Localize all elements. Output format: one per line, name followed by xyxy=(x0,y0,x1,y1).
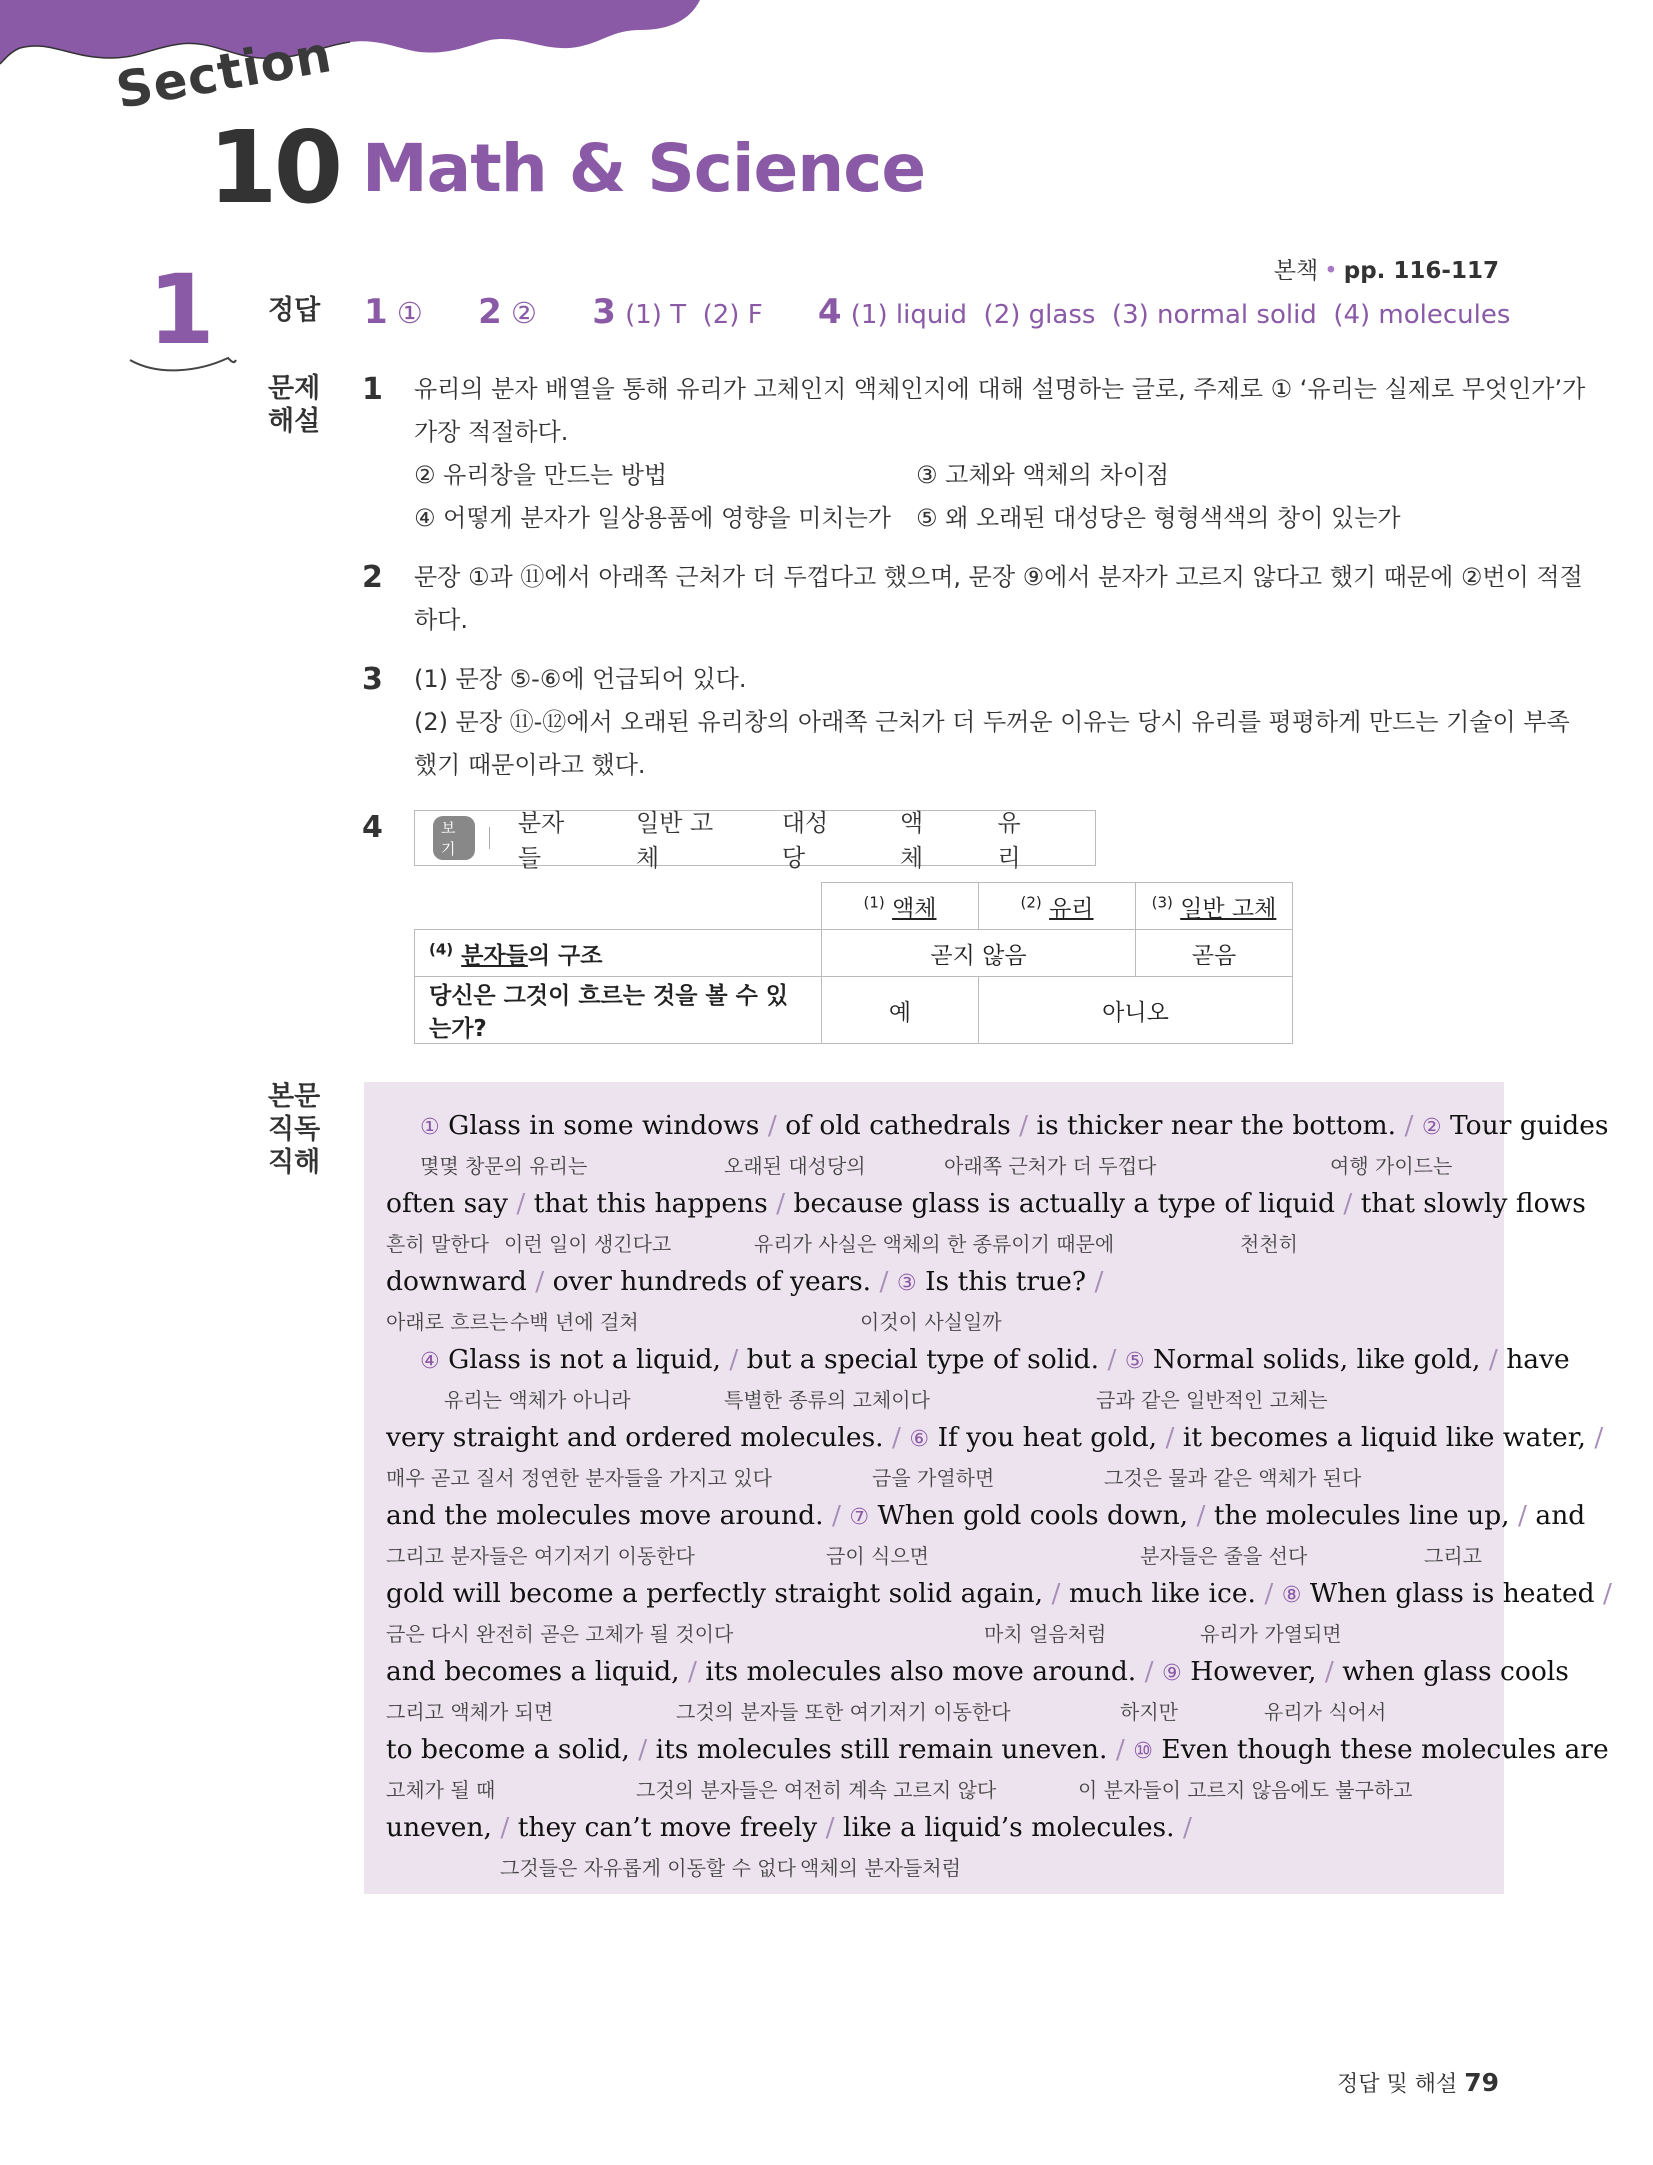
korean-gloss: 여행 가이드는 xyxy=(1330,1154,1453,1178)
reading-label-line2: 직독 xyxy=(268,1114,321,1145)
slash-divider: / xyxy=(879,1266,889,1297)
header-cloud-decoration xyxy=(0,0,720,130)
korean-gloss: 수백 년에 걸쳐 xyxy=(510,1310,639,1334)
sentence-number: ⑥ xyxy=(909,1427,930,1452)
q3-text xyxy=(414,658,1570,787)
korean-gloss: 그것의 분자들은 여전히 계속 고르지 않다 xyxy=(636,1778,997,1802)
english-chunk: that slowly flows xyxy=(1352,1188,1586,1219)
answer-2-num: 2 xyxy=(478,292,502,332)
sentence-number: ⑨ xyxy=(1162,1661,1182,1686)
english-chunk: its molecules also move around. xyxy=(696,1656,1145,1687)
sentence-number: ⑤ xyxy=(1124,1349,1145,1374)
reading-line xyxy=(386,1422,1604,1453)
reading-label-line1: 본문 xyxy=(268,1081,321,1112)
english-chunk: uneven, xyxy=(386,1812,501,1843)
english-chunk: If you heat gold, xyxy=(929,1422,1166,1453)
english-chunk xyxy=(1116,1344,1124,1375)
slash-divider: / xyxy=(535,1266,545,1297)
answer-1-num: 1 xyxy=(364,292,388,332)
korean-gloss: 흔히 말한다 xyxy=(386,1232,489,1256)
korean-gloss: 이것이 사실일까 xyxy=(860,1310,1002,1334)
table-corner xyxy=(415,883,822,930)
table-cell: 아니오 xyxy=(979,977,1293,1044)
english-chunk xyxy=(888,1266,896,1297)
korean-gloss: 그리고 분자들은 여기저기 이동한다 xyxy=(386,1544,695,1568)
slash-divider: / xyxy=(1488,1344,1498,1375)
answer-4-num: 4 xyxy=(817,292,842,332)
q3-line1: (1) 문장 ⑤-⑥에 언급되어 있다. xyxy=(414,665,747,693)
slash-divider: / xyxy=(688,1656,697,1687)
korean-gloss: 오래된 대성당의 xyxy=(724,1154,866,1178)
reading-label xyxy=(268,1080,320,1179)
korean-gloss: 그리고 액체가 되면 xyxy=(386,1700,554,1724)
q1-line1: 유리의 분자 배열을 통해 유리가 고체인지 액체인지에 대해 설명하는 글로, 주제로 ① ‘유리는 실제로 무엇인가’가 xyxy=(414,375,1586,403)
korean-gloss: 이런 일이 생긴다고 xyxy=(504,1232,672,1256)
sentence-number: ⑧ xyxy=(1281,1583,1302,1608)
korean-gloss: 금과 같은 일반적인 고체는 xyxy=(1096,1388,1328,1412)
slash-divider: / xyxy=(1518,1500,1527,1531)
explanation-label-line1: 문제 xyxy=(268,373,321,404)
slash-divider: / xyxy=(1019,1110,1029,1141)
q1-option-2: ② 유리창을 만드는 방법 xyxy=(414,461,668,489)
word-box xyxy=(414,809,1096,872)
slash-divider: / xyxy=(1182,1812,1192,1843)
slash-divider: / xyxy=(767,1110,777,1141)
english-chunk: to become a solid, xyxy=(386,1734,639,1765)
slash-divider: / xyxy=(638,1734,648,1765)
q3-line3: 했기 때문이라고 했다. xyxy=(414,751,646,779)
english-chunk: and becomes a liquid, xyxy=(386,1656,689,1687)
slash-divider: / xyxy=(1343,1188,1353,1219)
english-chunk: When gold cools down, xyxy=(869,1500,1197,1531)
korean-gloss: 유리는 액체가 아니라 xyxy=(444,1388,631,1412)
answer-1-text: ① xyxy=(396,296,423,330)
slash-divider: / xyxy=(1094,1266,1104,1297)
q1-number: 1 xyxy=(362,372,383,407)
reading-label-line3: 직해 xyxy=(268,1147,321,1178)
reading-line xyxy=(386,1656,1569,1687)
reading-line xyxy=(386,1734,1609,1765)
korean-gloss: 분자들은 줄을 선다 xyxy=(1140,1544,1308,1568)
answer-3-num: 3 xyxy=(592,292,616,332)
korean-gloss: 이 분자들이 고르지 않음에도 불구하고 xyxy=(1078,1778,1413,1802)
answer-table xyxy=(414,882,1293,1044)
question-number: 1 xyxy=(148,254,215,366)
table-row xyxy=(415,883,1293,930)
q3-line2: (2) 문장 ⑪-⑫에서 오래된 유리창의 아래쪽 근처가 더 두꺼운 이유는 당시 유리를 평평하게 만드는 기술이 부족 xyxy=(414,708,1570,736)
table-row xyxy=(415,930,1293,977)
reading-line xyxy=(386,1500,1586,1531)
english-chunk: because glass is actually a type of liquid xyxy=(785,1188,1344,1219)
q2-number: 2 xyxy=(362,560,383,595)
korean-gloss: 몇몇 창문의 유리는 xyxy=(420,1154,588,1178)
korean-gloss: 특별한 종류의 고체이다 xyxy=(724,1388,930,1412)
english-chunk: and the molecules move around. xyxy=(386,1500,832,1531)
section-title: Math & Science xyxy=(362,130,926,207)
english-chunk: Glass is not a liquid, xyxy=(439,1344,730,1375)
english-chunk xyxy=(1154,1656,1162,1687)
slash-divider: / xyxy=(1107,1344,1117,1375)
sentence-number: ② xyxy=(1421,1115,1442,1140)
section-number: 10 xyxy=(208,109,340,226)
sentence-number: ⑩ xyxy=(1133,1739,1153,1764)
explanation-label xyxy=(268,372,320,438)
reading-line-text xyxy=(386,1500,1585,1531)
reading-line-text xyxy=(386,1422,1603,1453)
english-chunk xyxy=(1125,1734,1133,1765)
reading-line-text xyxy=(420,1344,1570,1375)
word-box-word: 유리 xyxy=(997,809,1021,872)
q2-text xyxy=(414,556,1583,642)
english-chunk: gold will become a perfectly straight solid again, xyxy=(386,1578,1052,1609)
reading-line-text xyxy=(386,1578,1612,1609)
english-chunk: but a special type of solid. xyxy=(738,1344,1108,1375)
answer-3-text: (1) T (2) F xyxy=(625,300,763,330)
korean-gloss: 고체가 될 때 xyxy=(386,1778,496,1802)
q1-option-3: ③ 고체와 액체의 차이점 xyxy=(916,461,1170,489)
korean-gloss: 매우 곧고 질서 정연한 분자들을 가지고 있다 xyxy=(386,1466,772,1490)
korean-gloss: 그것은 물과 같은 액체가 된다 xyxy=(1104,1466,1362,1490)
korean-gloss: 액체의 분자들처럼 xyxy=(800,1856,961,1880)
english-chunk: over hundreds of years. xyxy=(544,1266,880,1297)
page-number: 79 xyxy=(1464,2068,1499,2097)
slash-divider: / xyxy=(776,1188,786,1219)
english-chunk: much like ice. xyxy=(1060,1578,1265,1609)
english-chunk: of old cathedrals xyxy=(776,1110,1020,1141)
slash-divider: / xyxy=(1115,1734,1125,1765)
korean-gloss: 천천히 xyxy=(1240,1232,1298,1256)
page-ref-label: 본책 xyxy=(1273,258,1319,284)
slash-divider: / xyxy=(500,1812,510,1843)
english-chunk: that this happens xyxy=(525,1188,777,1219)
reading-line xyxy=(386,1188,1586,1219)
table-row-label-structure: $^{(4)}$ 분자들의 구조 xyxy=(415,930,822,977)
footer-label: 정답 및 해설 xyxy=(1336,2072,1458,2097)
slash-divider: / xyxy=(1196,1500,1206,1531)
word-box-word: 분자들 xyxy=(517,809,565,872)
slash-divider: / xyxy=(1603,1578,1612,1609)
reading-line xyxy=(386,1812,1192,1843)
q1-line2: 가장 적절하다. xyxy=(414,418,569,446)
reading-line-text xyxy=(386,1734,1609,1765)
table-cell: 곧지 않음 xyxy=(822,930,1136,977)
english-chunk: Normal solids, like gold, xyxy=(1144,1344,1489,1375)
korean-gloss: 하지만 xyxy=(1120,1700,1178,1724)
korean-gloss: 유리가 식어서 xyxy=(1264,1700,1387,1724)
korean-gloss: 아래쪽 근처가 더 두껍다 xyxy=(944,1154,1157,1178)
slash-divider: / xyxy=(1324,1656,1334,1687)
section-word: Section xyxy=(111,25,337,121)
reading-line-text xyxy=(386,1188,1586,1219)
slash-divider: / xyxy=(1165,1422,1175,1453)
word-box-word: 대성당 xyxy=(781,809,829,872)
english-chunk: However, xyxy=(1181,1656,1325,1687)
korean-gloss: 유리가 사실은 액체의 한 종류이기 때문에 xyxy=(754,1232,1115,1256)
korean-gloss: 금은 다시 완전히 곧은 고체가 될 것이다 xyxy=(386,1622,734,1646)
english-chunk: Tour guides xyxy=(1441,1110,1609,1141)
slash-divider: / xyxy=(1404,1110,1414,1141)
q1-option-4: ④ 어떻게 분자가 일상용품에 영향을 미치는가 xyxy=(414,504,891,532)
english-chunk: when glass cools xyxy=(1333,1656,1569,1687)
reading-line-text xyxy=(420,1110,1609,1141)
english-chunk: the molecules line up, xyxy=(1205,1500,1519,1531)
table-cell: 곧음 xyxy=(1136,930,1293,977)
english-chunk: have xyxy=(1497,1344,1570,1375)
korean-gloss: 아래로 흐르는 xyxy=(386,1310,509,1334)
english-chunk xyxy=(1273,1578,1281,1609)
table-header-2: $^{(2)}$ 유리 xyxy=(979,883,1136,930)
reading-line xyxy=(420,1110,1609,1141)
answer-2-text: ② xyxy=(511,296,537,330)
slash-divider: / xyxy=(825,1812,835,1843)
english-chunk: like a liquid’s molecules. xyxy=(834,1812,1183,1843)
slash-divider: / xyxy=(1144,1656,1154,1687)
english-chunk: When glass is heated xyxy=(1301,1578,1604,1609)
english-chunk: Even though these molecules are xyxy=(1152,1734,1609,1765)
reading-line-text xyxy=(386,1812,1192,1843)
table-cell: 예 xyxy=(822,977,979,1044)
bullet-icon: • xyxy=(1324,258,1338,284)
english-chunk: and xyxy=(1526,1500,1586,1531)
english-chunk: Glass in some windows xyxy=(439,1110,768,1141)
english-chunk: downward xyxy=(386,1266,536,1297)
slash-divider: / xyxy=(1264,1578,1274,1609)
sentence-number: ③ xyxy=(896,1271,917,1296)
reading-line-text xyxy=(386,1656,1569,1687)
reading-line xyxy=(386,1266,1103,1297)
reading-line xyxy=(420,1344,1570,1375)
table-header-3: $^{(3)}$ 일반 고체 xyxy=(1136,883,1293,930)
slash-divider: / xyxy=(892,1422,901,1453)
english-chunk xyxy=(1413,1110,1421,1141)
word-box-tag: 보기 xyxy=(433,816,475,860)
swoosh-decoration xyxy=(128,350,238,374)
english-chunk: its molecules still remain uneven. xyxy=(647,1734,1116,1765)
korean-gloss: 금을 가열하면 xyxy=(872,1466,995,1490)
sentence-number: ⑦ xyxy=(849,1505,870,1530)
table-row xyxy=(415,977,1293,1044)
slash-divider: / xyxy=(1594,1422,1604,1453)
q4-number: 4 xyxy=(362,810,383,845)
q1-option-5: ⑤ 왜 오래된 대성당은 형형색색의 창이 있는가 xyxy=(916,504,1401,532)
q1-text xyxy=(414,368,1585,540)
korean-gloss: 그것들은 자유롭게 이동할 수 없다 xyxy=(500,1856,796,1880)
english-chunk: Is this true? xyxy=(916,1266,1095,1297)
korean-gloss: 마치 얼음처럼 xyxy=(984,1622,1107,1646)
slash-divider: / xyxy=(1051,1578,1061,1609)
slash-divider: / xyxy=(729,1344,739,1375)
footer xyxy=(1337,2067,1499,2098)
q2-line2: 하다. xyxy=(414,606,468,634)
answer-4-text: (1) liquid (2) glass (3) normal solid (4) molecules xyxy=(850,300,1511,330)
explanation-label-line2: 해설 xyxy=(268,406,321,437)
slash-divider: / xyxy=(831,1500,841,1531)
english-chunk: often say xyxy=(386,1188,517,1219)
korean-gloss: 금이 식으면 xyxy=(826,1544,929,1568)
korean-gloss: 그리고 xyxy=(1424,1544,1482,1568)
table-header-1: $^{(1)}$ 액체 xyxy=(822,883,979,930)
page-ref-pages: pp. 116-117 xyxy=(1343,258,1499,284)
table-row-label-flow: 당신은 그것이 흐르는 것을 볼 수 있는가? xyxy=(415,977,822,1044)
page-reference xyxy=(1274,252,1499,285)
reading-line xyxy=(386,1578,1612,1609)
korean-gloss: 유리가 가열되면 xyxy=(1200,1622,1342,1646)
sentence-number: ① xyxy=(420,1115,440,1140)
english-chunk: is thicker near the bottom. xyxy=(1028,1110,1405,1141)
slash-divider: / xyxy=(516,1188,526,1219)
reading-panel xyxy=(364,1082,1612,1894)
english-chunk: they can’t move freely xyxy=(509,1812,826,1843)
answers-label: 정답 xyxy=(268,295,321,326)
word-box-word: 액체 xyxy=(900,809,924,872)
divider xyxy=(489,827,490,849)
korean-gloss: 그것의 분자들 또한 여기저기 이동한다 xyxy=(676,1700,1011,1724)
reading-line-text xyxy=(386,1266,1103,1297)
sentence-number: ④ xyxy=(420,1349,440,1374)
q3-number: 3 xyxy=(362,662,383,697)
q2-line1: 문장 ①과 ⑪에서 아래쪽 근처가 더 두껍다고 했으며, 문장 ⑨에서 분자가 고르지 않다고 했기 때문에 ②번이 적절 xyxy=(414,563,1583,591)
word-box-word: 일반 고체 xyxy=(636,809,714,872)
answers-row xyxy=(364,292,1556,332)
english-chunk: it becomes a liquid like water, xyxy=(1174,1422,1595,1453)
english-chunk: very straight and ordered molecules. xyxy=(386,1422,893,1453)
